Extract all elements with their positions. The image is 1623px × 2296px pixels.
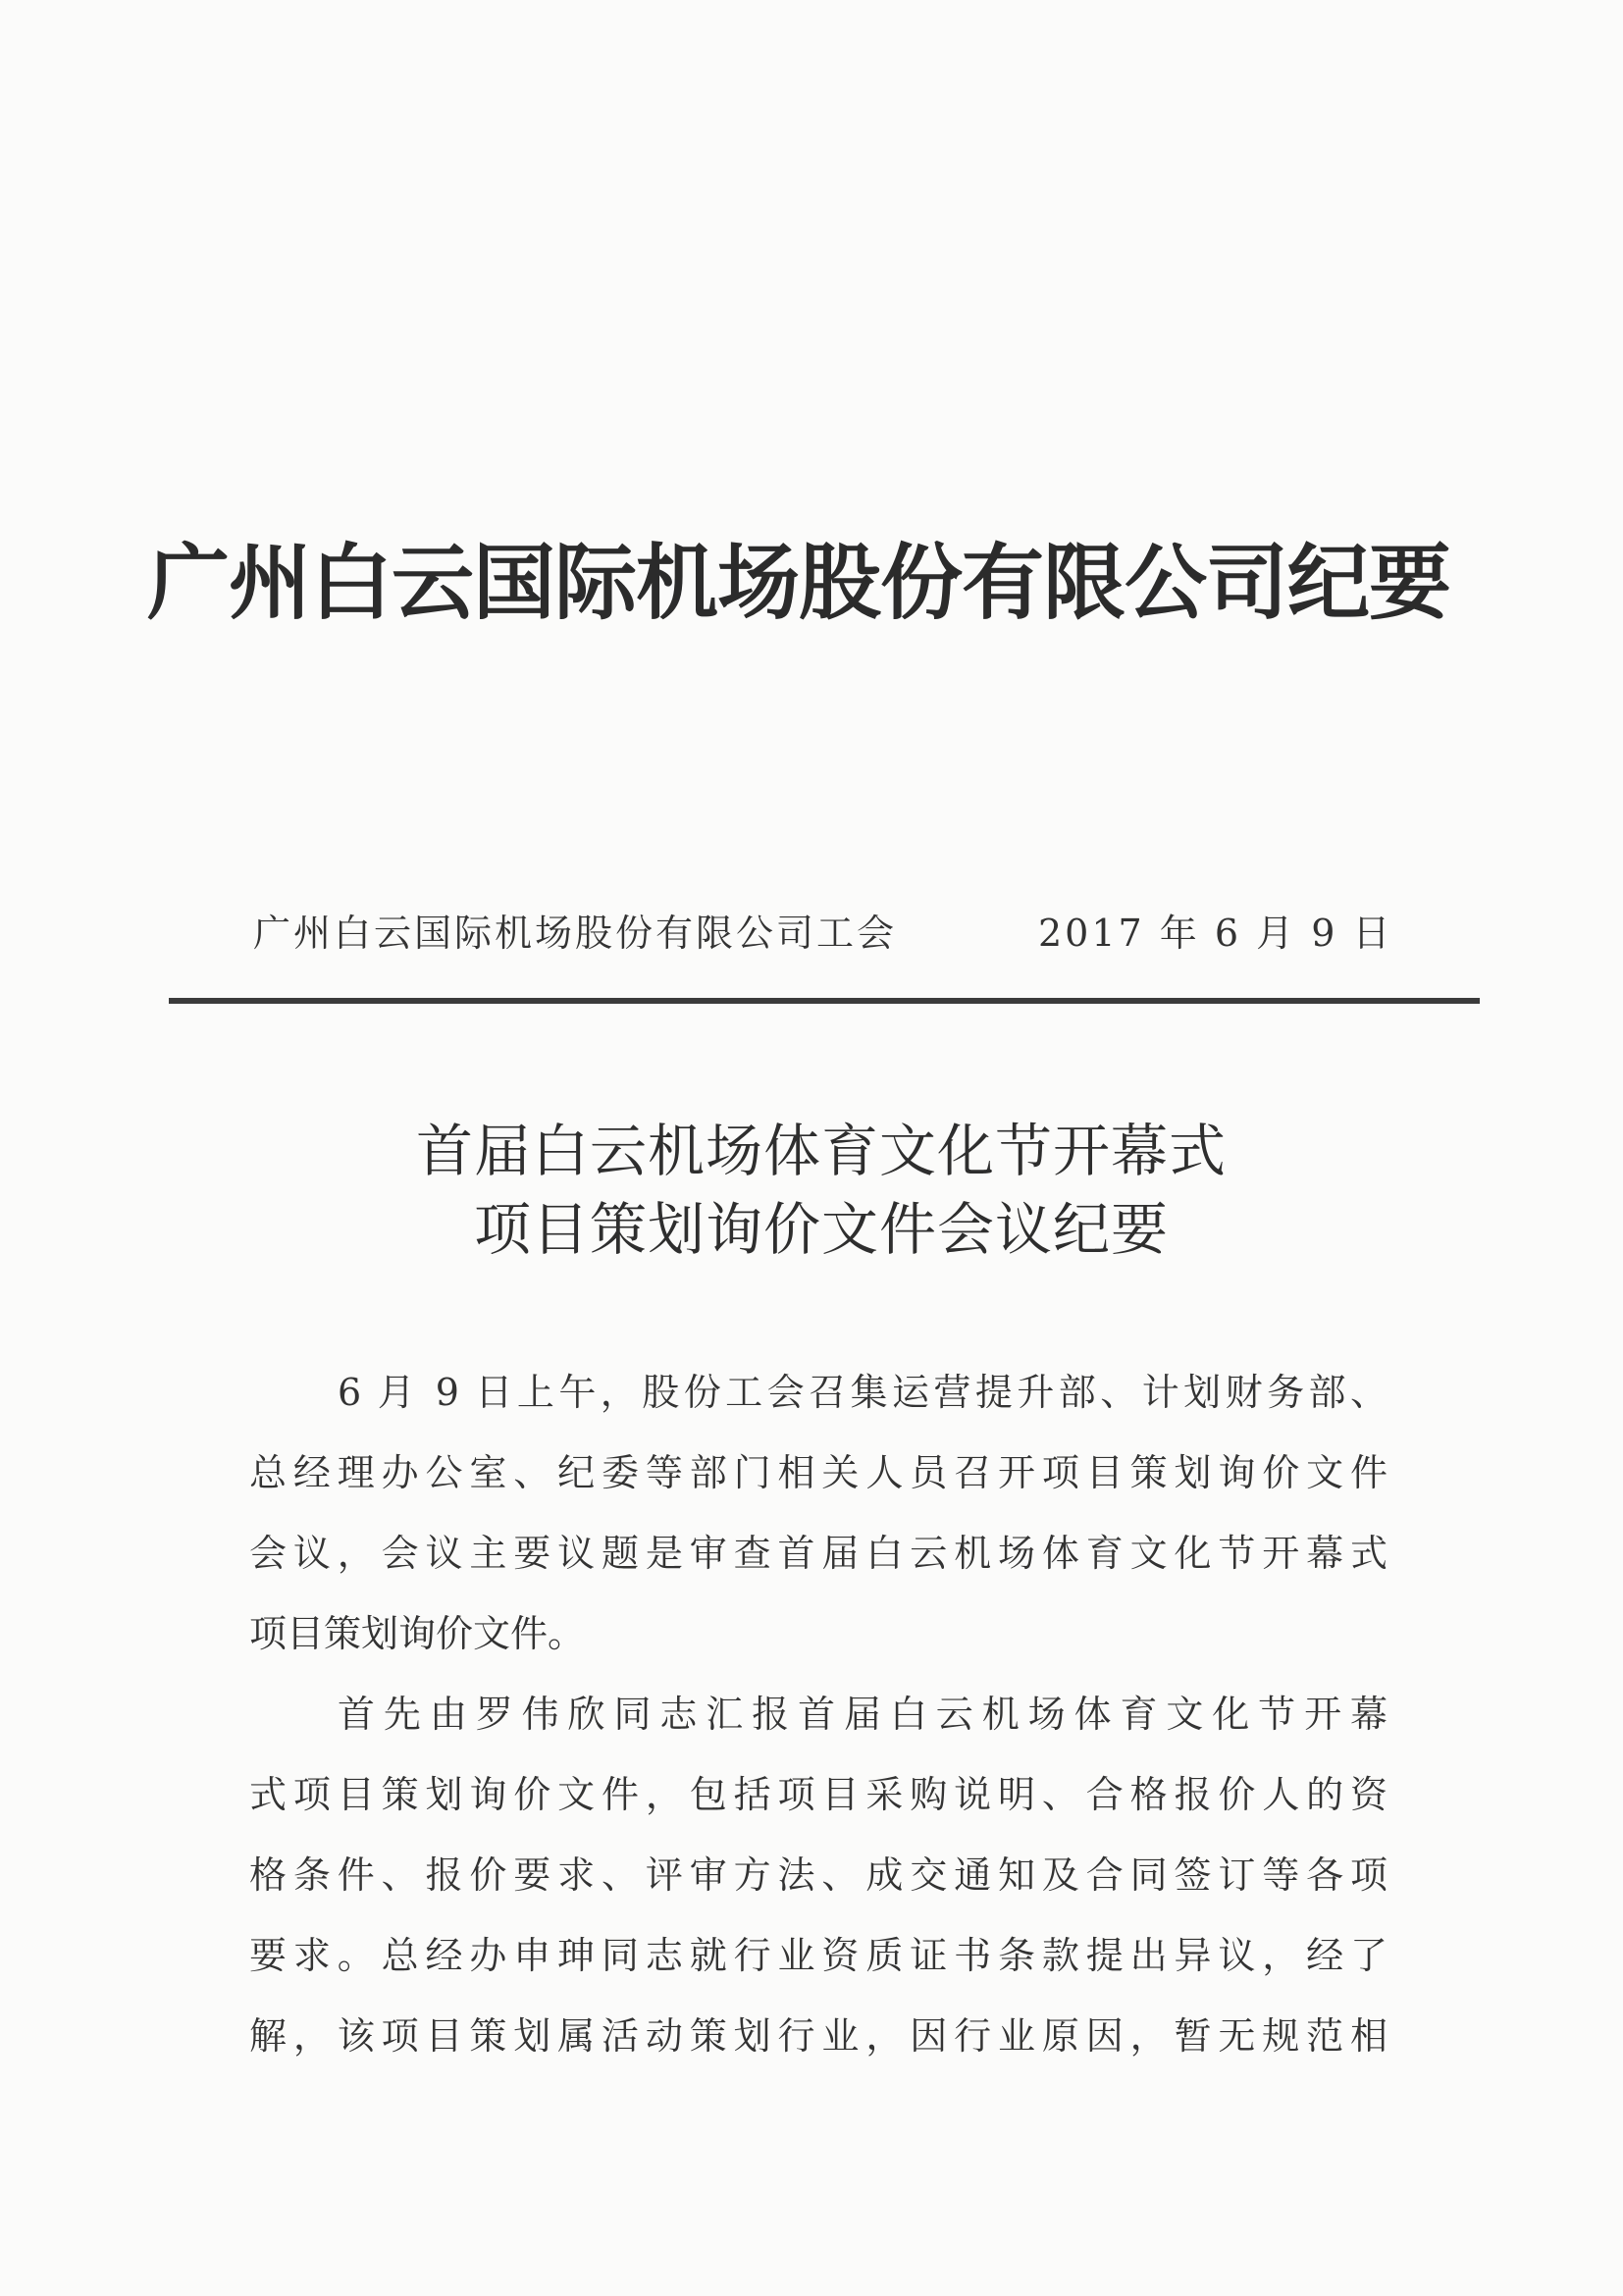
issue-date: 2017 年 6 月 9 日 bbox=[1038, 912, 1393, 955]
issuer-name: 广州白云国际机场股份有限公司工会 bbox=[253, 912, 898, 955]
paragraph-1-line: 6 月 9 日上午，股份工会召集运营提升部、计划财务部、 bbox=[338, 1371, 1387, 1414]
paragraph-2-line: 解，该项目策划属活动策划行业，因行业原因，暂无规范相 bbox=[249, 2014, 1387, 2058]
document-title: 广州白云国际机场股份有限公司纪要 bbox=[147, 534, 1451, 631]
paragraph-2-line: 首先由罗伟欣同志汇报首届白云机场体育文化节开幕 bbox=[338, 1693, 1387, 1736]
paragraph-2-line: 式项目策划询价文件，包括项目采购说明、合格报价人的资 bbox=[249, 1773, 1387, 1816]
subject-title-line-2: 项目策划询价文件会议纪要 bbox=[473, 1196, 1169, 1263]
header-divider bbox=[169, 998, 1480, 1004]
paragraph-2-line: 要求。总经办申珅同志就行业资质证书条款提出异议，经了 bbox=[249, 1934, 1387, 1977]
issuer-line bbox=[253, 903, 1393, 957]
paragraph-1-line: 会议，会议主要议题是审查首届白云机场体育文化节开幕式 bbox=[249, 1532, 1387, 1575]
paragraph-2-line: 格条件、报价要求、评审方法、成交通知及合同签订等各项 bbox=[249, 1853, 1387, 1897]
subject-title-line-1: 首届白云机场体育文化节开幕式 bbox=[415, 1118, 1227, 1184]
paragraph-1-line: 项目策划询价文件。 bbox=[249, 1612, 586, 1655]
paragraph-1-line: 总经理办公室、纪委等部门相关人员召开项目策划询价文件 bbox=[249, 1451, 1387, 1494]
